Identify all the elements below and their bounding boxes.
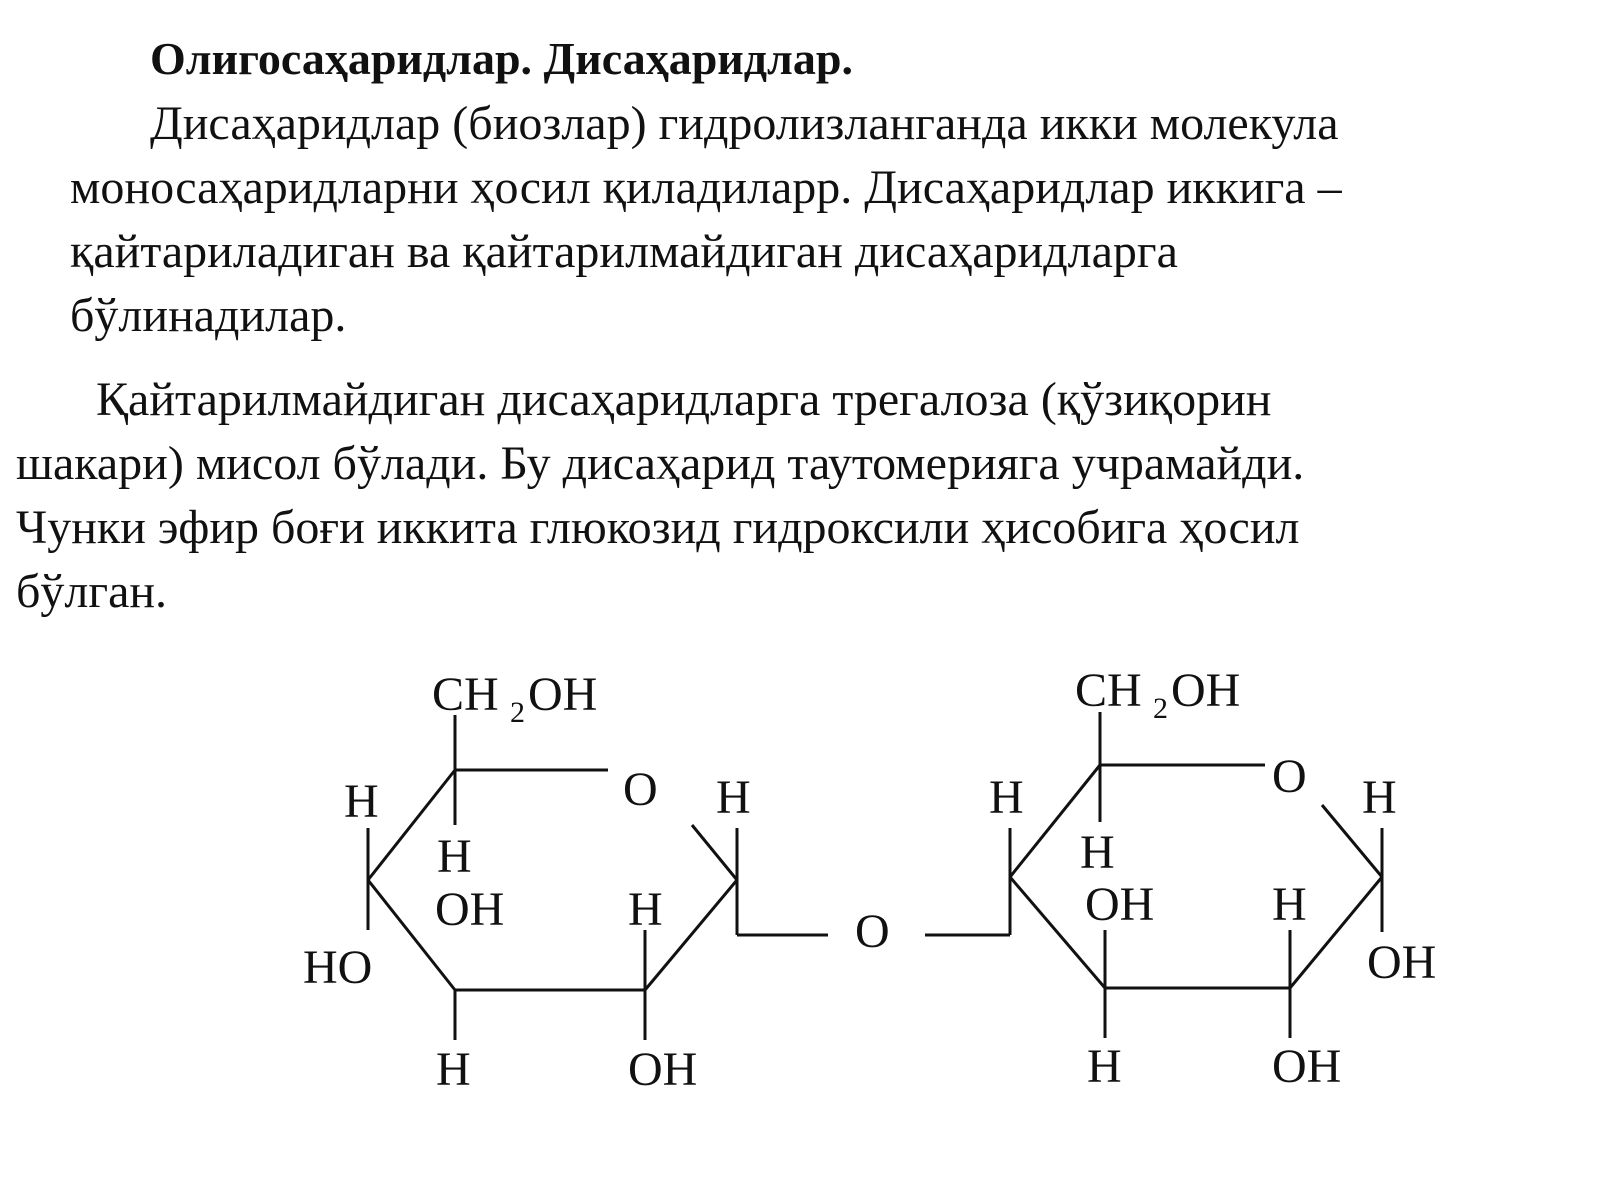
right-ch2oh-subscript: 2 [1153,692,1168,725]
bond [692,825,737,880]
right-ch2oh-ch: CH [1075,664,1142,717]
right-oh-c2-below: OH [1272,1040,1342,1093]
paragraph-line: бўлинадилар. [70,289,347,342]
paragraph-line: бўлган. [16,565,168,618]
paragraph-line: Дисаҳаридлар (биозлар) гидролизланганда икки молекула [150,97,1339,150]
right-ch2oh-oh: OH [1171,664,1241,717]
paragraph-line: Қайтарилмайдиган дисаҳаридларга трегалоза (қўзиқорин [96,373,1272,426]
paragraph-line: Чунки эфир боғи иккита глюкозид гидроксили ҳисобига ҳосил [16,501,1300,554]
left-h-c4-outer: H [344,775,379,828]
right-ring-oxygen: O [1272,750,1307,803]
right-h-c4-outer: H [989,771,1024,824]
glycosidic-oxygen: O [855,905,890,958]
right-h-c3-below: H [1087,1040,1122,1093]
left-ch2oh-ch: CH [432,668,499,721]
left-ch2oh-subscript: 2 [510,696,525,729]
paragraph-line: моносаҳаридларни ҳосил қиладиларр. Дисаҳаридлар иккига – [70,161,1342,214]
left-h-c5-inner: H [437,830,472,883]
left-h-c3-below: H [436,1043,471,1096]
left-oh-c3-inner: OH [435,883,505,936]
left-h-c1: H [716,771,751,824]
left-h-c2-inner: H [628,883,663,936]
right-h-c2-inner: H [1272,878,1307,931]
right-oh-c1: OH [1367,936,1437,989]
right-oh-c3-inner: OH [1085,878,1155,931]
left-ho-c4: HO [303,941,373,994]
document-heading: Олигосаҳаридлар. Дисаҳаридлар. [150,33,853,84]
right-h-c1-outer: H [1362,771,1397,824]
paragraph-line: қайтариладиган ва қайтарилмайдиган дисаҳаридларга [70,225,1178,278]
right-ring-labels [989,664,1436,1093]
right-h-c5-inner: H [1080,826,1115,879]
left-ch2oh-oh: OH [528,668,598,721]
right-ring-bonds [1010,712,1382,1038]
left-ring-oxygen: O [623,763,658,816]
left-oh-c2-below: OH [628,1043,698,1096]
paragraph-line: шакари) мисол бўлади. Бу дисаҳарид таутомерияга учрамайди. [16,437,1305,490]
